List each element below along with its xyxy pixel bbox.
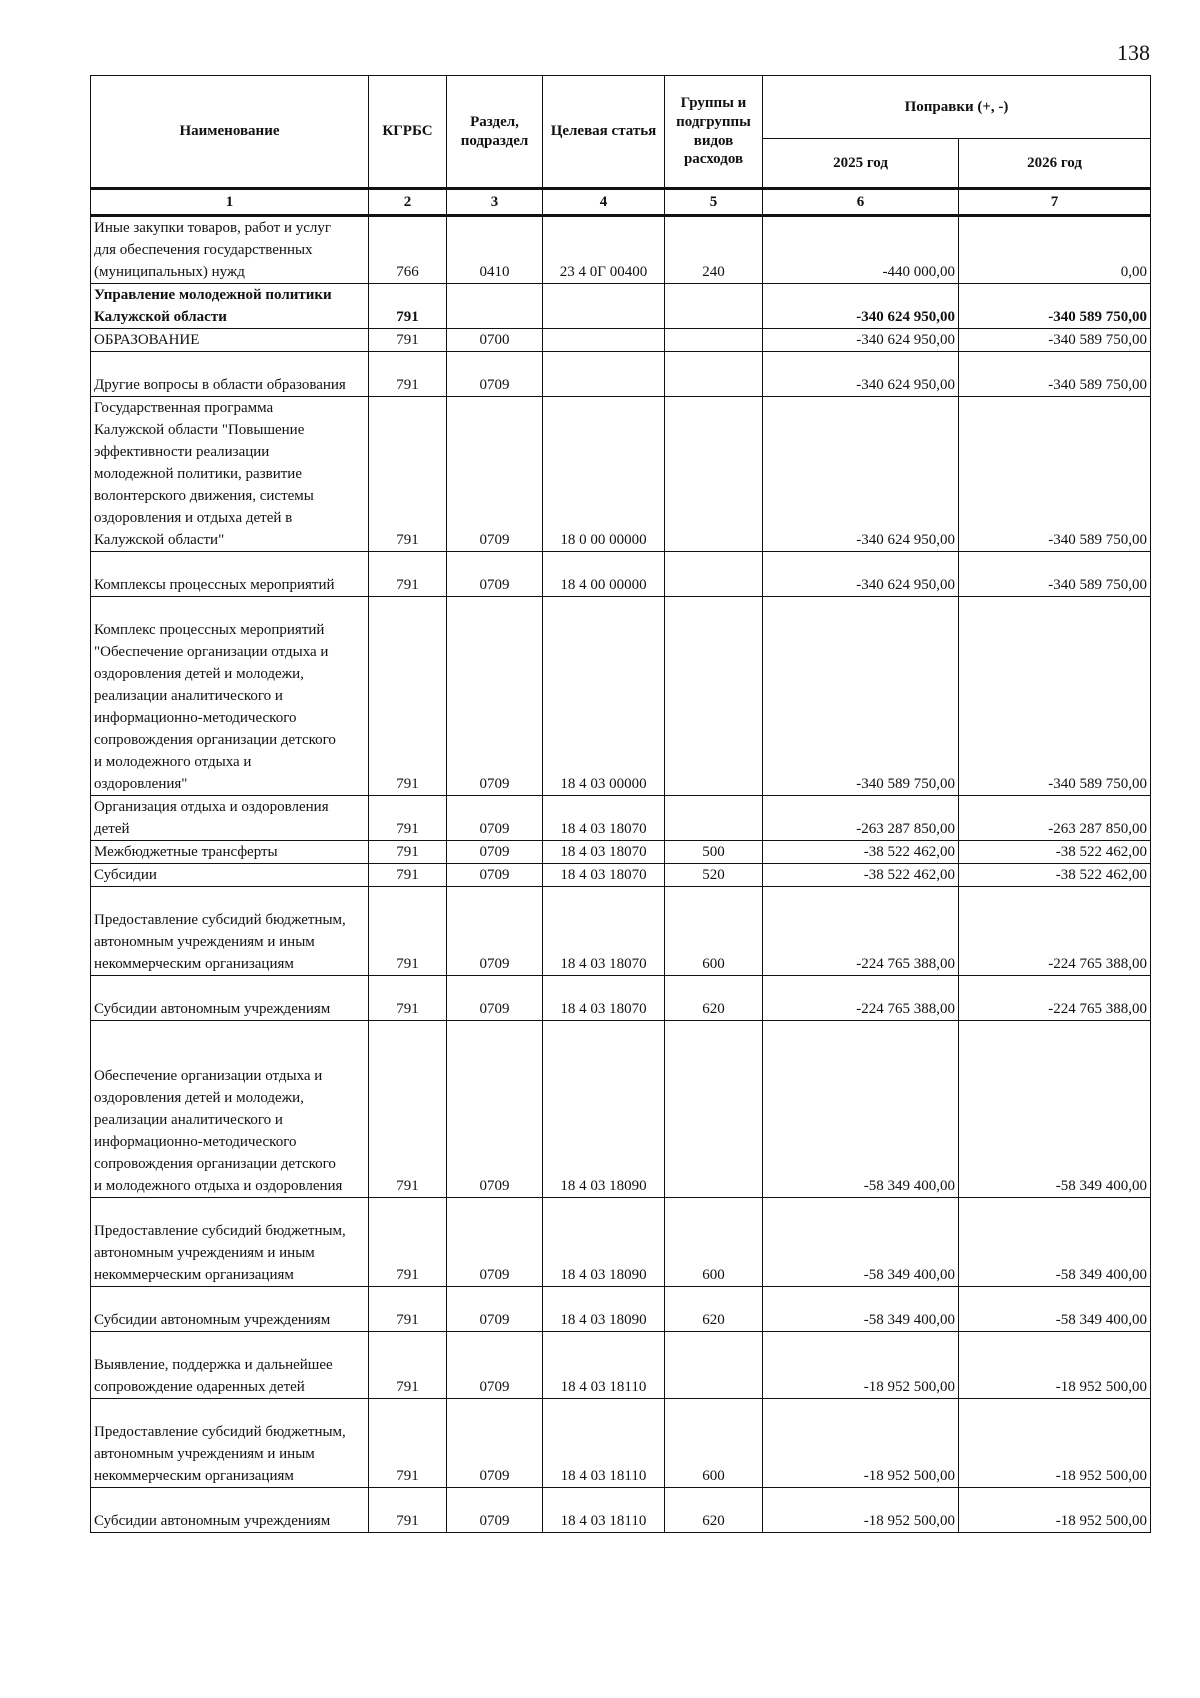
- row-target-article-cell: 23 4 0Г 00400: [543, 216, 665, 284]
- row-target-article-cell: 18 4 03 18090: [543, 1021, 665, 1198]
- row-amount-2026-cell: -340 589 750,00: [959, 552, 1151, 597]
- column-number: 7: [959, 189, 1151, 216]
- row-expense-group-cell: 520: [665, 864, 763, 887]
- row-amount-2026-cell: -18 952 500,00: [959, 1332, 1151, 1399]
- row-kgrbs-cell: 791: [369, 976, 447, 1021]
- header-name: Наименование: [91, 76, 369, 189]
- table-row: [91, 1198, 1151, 1287]
- row-amount-2026-cell: -38 522 462,00: [959, 841, 1151, 864]
- table-row: [91, 1287, 1151, 1332]
- table-row: [91, 352, 1151, 397]
- table-row: [91, 976, 1151, 1021]
- table-row: [91, 597, 1151, 796]
- row-amount-2025-cell: -224 765 388,00: [763, 976, 959, 1021]
- row-name-cell: ОБРАЗОВАНИЕ: [91, 329, 369, 352]
- budget-amendments-table: [90, 75, 1151, 1533]
- row-expense-group-cell: [665, 352, 763, 397]
- row-target-article-cell: [543, 352, 665, 397]
- row-amount-2025-cell: -340 624 950,00: [763, 397, 959, 552]
- row-expense-group-cell: [665, 597, 763, 796]
- row-kgrbs-cell: 791: [369, 1021, 447, 1198]
- row-amount-2026-cell: -18 952 500,00: [959, 1399, 1151, 1488]
- row-section-cell: 0709: [447, 976, 543, 1021]
- row-expense-group-cell: [665, 329, 763, 352]
- row-name-cell: Комплексы процессных мероприятий: [91, 552, 369, 597]
- table-body: [91, 216, 1151, 1533]
- row-target-article-cell: [543, 329, 665, 352]
- row-amount-2026-cell: -38 522 462,00: [959, 864, 1151, 887]
- row-target-article-cell: 18 4 03 18110: [543, 1399, 665, 1488]
- row-section-cell: 0709: [447, 1198, 543, 1287]
- row-amount-2026-cell: -340 589 750,00: [959, 597, 1151, 796]
- table-row: [91, 216, 1151, 284]
- row-amount-2026-cell: -340 589 750,00: [959, 329, 1151, 352]
- row-amount-2025-cell: -340 624 950,00: [763, 329, 959, 352]
- row-kgrbs-cell: 791: [369, 329, 447, 352]
- row-name-cell: Управление молодежной политики Калужской области: [91, 284, 369, 329]
- row-section-cell: 0709: [447, 864, 543, 887]
- row-kgrbs-cell: 791: [369, 864, 447, 887]
- column-number-row: [91, 189, 1151, 216]
- row-name-cell: Комплекс процессных мероприятий "Обеспечение организации отдыха и оздоровления детей и молодежи, реализации аналитического и информационно-методического сопровождения организации детского и молодежного отдыха и оздоровления": [91, 597, 369, 796]
- row-name-cell: Обеспечение организации отдыха и оздоровления детей и молодежи, реализации аналитического и информационно-методического сопровождения организации детского и молодежного отдыха и оздоровления: [91, 1021, 369, 1198]
- row-amount-2026-cell: -340 589 750,00: [959, 397, 1151, 552]
- row-section-cell: 0700: [447, 329, 543, 352]
- row-amount-2026-cell: 0,00: [959, 216, 1151, 284]
- row-name-cell: Организация отдыха и оздоровления детей: [91, 796, 369, 841]
- row-target-article-cell: 18 0 00 00000: [543, 397, 665, 552]
- row-kgrbs-cell: 791: [369, 1287, 447, 1332]
- row-target-article-cell: 18 4 00 00000: [543, 552, 665, 597]
- row-amount-2026-cell: -58 349 400,00: [959, 1021, 1151, 1198]
- row-expense-group-cell: 620: [665, 1488, 763, 1533]
- row-target-article-cell: 18 4 03 18070: [543, 841, 665, 864]
- row-amount-2026-cell: -58 349 400,00: [959, 1287, 1151, 1332]
- row-amount-2025-cell: -18 952 500,00: [763, 1399, 959, 1488]
- row-section-cell: [447, 284, 543, 329]
- table-row: [91, 329, 1151, 352]
- row-name-cell: Межбюджетные трансферты: [91, 841, 369, 864]
- row-target-article-cell: 18 4 03 18090: [543, 1198, 665, 1287]
- column-number: 6: [763, 189, 959, 216]
- row-kgrbs-cell: 791: [369, 1332, 447, 1399]
- row-section-cell: 0709: [447, 597, 543, 796]
- row-target-article-cell: 18 4 03 00000: [543, 597, 665, 796]
- row-amount-2025-cell: -340 589 750,00: [763, 597, 959, 796]
- row-section-cell: 0709: [447, 1021, 543, 1198]
- row-section-cell: 0709: [447, 397, 543, 552]
- row-expense-group-cell: [665, 796, 763, 841]
- row-amount-2025-cell: -18 952 500,00: [763, 1488, 959, 1533]
- row-section-cell: 0709: [447, 352, 543, 397]
- row-kgrbs-cell: 791: [369, 1399, 447, 1488]
- row-section-cell: 0709: [447, 1399, 543, 1488]
- row-kgrbs-cell: 766: [369, 216, 447, 284]
- row-amount-2026-cell: -224 765 388,00: [959, 976, 1151, 1021]
- table-row: [91, 1399, 1151, 1488]
- row-name-cell: Субсидии: [91, 864, 369, 887]
- table-row: [91, 864, 1151, 887]
- row-kgrbs-cell: 791: [369, 552, 447, 597]
- row-amount-2026-cell: -263 287 850,00: [959, 796, 1151, 841]
- row-expense-group-cell: 240: [665, 216, 763, 284]
- row-name-cell: Государственная программа Калужской области "Повышение эффективности реализации молодежной политики, развитие волонтерского движения, системы оздоровления и отдыха детей в Калужской области": [91, 397, 369, 552]
- row-amount-2026-cell: -340 589 750,00: [959, 284, 1151, 329]
- row-amount-2025-cell: -38 522 462,00: [763, 841, 959, 864]
- table-row: [91, 796, 1151, 841]
- row-name-cell: Субсидии автономным учреждениям: [91, 1287, 369, 1332]
- row-expense-group-cell: [665, 397, 763, 552]
- row-target-article-cell: 18 4 03 18110: [543, 1332, 665, 1399]
- table-row: [91, 397, 1151, 552]
- row-section-cell: 0709: [447, 887, 543, 976]
- row-amount-2025-cell: -224 765 388,00: [763, 887, 959, 976]
- column-number: 4: [543, 189, 665, 216]
- row-name-cell: Субсидии автономным учреждениям: [91, 976, 369, 1021]
- header-amendments: Поправки (+, -): [763, 76, 1151, 139]
- row-name-cell: Предоставление субсидий бюджетным, автономным учреждениям и иным некоммерческим организациям: [91, 887, 369, 976]
- row-name-cell: Субсидии автономным учреждениям: [91, 1488, 369, 1533]
- row-amount-2025-cell: -440 000,00: [763, 216, 959, 284]
- row-section-cell: 0709: [447, 1287, 543, 1332]
- row-amount-2026-cell: -224 765 388,00: [959, 887, 1151, 976]
- row-target-article-cell: 18 4 03 18090: [543, 1287, 665, 1332]
- row-kgrbs-cell: 791: [369, 887, 447, 976]
- row-expense-group-cell: 500: [665, 841, 763, 864]
- column-number: 2: [369, 189, 447, 216]
- row-section-cell: 0709: [447, 1332, 543, 1399]
- table-row: [91, 1488, 1151, 1533]
- table-row: [91, 1332, 1151, 1399]
- table-row: [91, 887, 1151, 976]
- row-section-cell: 0410: [447, 216, 543, 284]
- page-number: 138: [1117, 40, 1150, 65]
- header-kgrbs: КГРБС: [369, 76, 447, 189]
- row-expense-group-cell: [665, 1332, 763, 1399]
- row-section-cell: 0709: [447, 552, 543, 597]
- row-name-cell: Предоставление субсидий бюджетным, автономным учреждениям и иным некоммерческим организациям: [91, 1198, 369, 1287]
- column-number: 3: [447, 189, 543, 216]
- row-target-article-cell: 18 4 03 18070: [543, 976, 665, 1021]
- row-amount-2025-cell: -263 287 850,00: [763, 796, 959, 841]
- row-kgrbs-cell: 791: [369, 841, 447, 864]
- row-kgrbs-cell: 791: [369, 796, 447, 841]
- row-amount-2026-cell: -340 589 750,00: [959, 352, 1151, 397]
- row-kgrbs-cell: 791: [369, 352, 447, 397]
- row-target-article-cell: 18 4 03 18110: [543, 1488, 665, 1533]
- row-amount-2025-cell: -58 349 400,00: [763, 1287, 959, 1332]
- row-amount-2025-cell: -38 522 462,00: [763, 864, 959, 887]
- table-row: [91, 552, 1151, 597]
- row-section-cell: 0709: [447, 796, 543, 841]
- row-kgrbs-cell: 791: [369, 1488, 447, 1533]
- header-year-2026: 2026 год: [959, 139, 1151, 189]
- row-amount-2025-cell: -18 952 500,00: [763, 1332, 959, 1399]
- row-amount-2025-cell: -340 624 950,00: [763, 352, 959, 397]
- row-name-cell: Выявление, поддержка и дальнейшее сопровождение одаренных детей: [91, 1332, 369, 1399]
- header-section: Раздел, подраздел: [447, 76, 543, 189]
- budget-table-container: [90, 75, 1150, 1533]
- row-expense-group-cell: 600: [665, 1399, 763, 1488]
- header-expense-groups: Группы и подгруппы видов расходов: [665, 76, 763, 189]
- row-expense-group-cell: [665, 1021, 763, 1198]
- row-kgrbs-cell: 791: [369, 397, 447, 552]
- row-expense-group-cell: 620: [665, 976, 763, 1021]
- row-target-article-cell: 18 4 03 18070: [543, 864, 665, 887]
- row-amount-2025-cell: -340 624 950,00: [763, 552, 959, 597]
- row-section-cell: 0709: [447, 841, 543, 864]
- row-name-cell: Предоставление субсидий бюджетным, автономным учреждениям и иным некоммерческим организациям: [91, 1399, 369, 1488]
- row-expense-group-cell: [665, 552, 763, 597]
- row-kgrbs-cell: 791: [369, 597, 447, 796]
- header-year-2025: 2025 год: [763, 139, 959, 189]
- row-target-article-cell: 18 4 03 18070: [543, 796, 665, 841]
- row-amount-2025-cell: -58 349 400,00: [763, 1198, 959, 1287]
- row-name-cell: Иные закупки товаров, работ и услуг для обеспечения государственных (муниципальных) нужд: [91, 216, 369, 284]
- row-name-cell: Другие вопросы в области образования: [91, 352, 369, 397]
- row-target-article-cell: 18 4 03 18070: [543, 887, 665, 976]
- row-kgrbs-cell: 791: [369, 284, 447, 329]
- row-expense-group-cell: 600: [665, 887, 763, 976]
- header-target-article: Целевая статья: [543, 76, 665, 189]
- table-row: [91, 1021, 1151, 1198]
- row-kgrbs-cell: 791: [369, 1198, 447, 1287]
- row-amount-2025-cell: -340 624 950,00: [763, 284, 959, 329]
- row-amount-2025-cell: -58 349 400,00: [763, 1021, 959, 1198]
- table-row: [91, 841, 1151, 864]
- row-section-cell: 0709: [447, 1488, 543, 1533]
- column-number: 5: [665, 189, 763, 216]
- row-amount-2026-cell: -58 349 400,00: [959, 1198, 1151, 1287]
- row-target-article-cell: [543, 284, 665, 329]
- row-expense-group-cell: 620: [665, 1287, 763, 1332]
- column-number: 1: [91, 189, 369, 216]
- row-amount-2026-cell: -18 952 500,00: [959, 1488, 1151, 1533]
- row-expense-group-cell: [665, 284, 763, 329]
- row-expense-group-cell: 600: [665, 1198, 763, 1287]
- table-row: [91, 284, 1151, 329]
